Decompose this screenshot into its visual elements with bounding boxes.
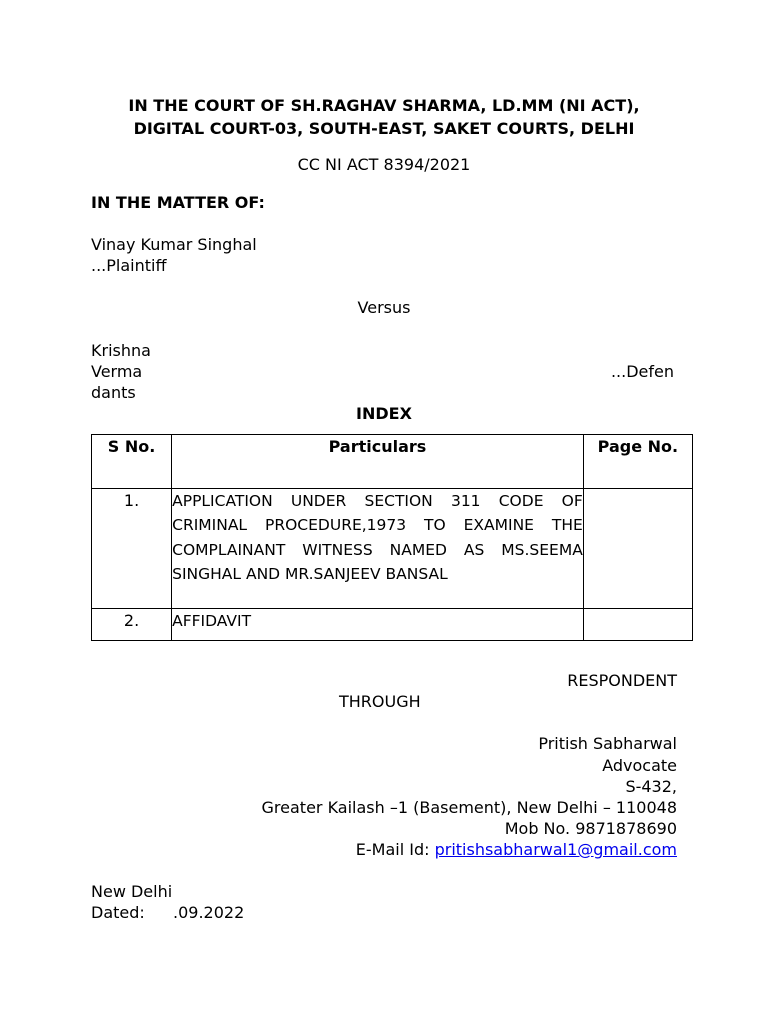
defendant-name-line-1: Krishna: [91, 341, 151, 360]
dated-label: Dated:: [91, 903, 145, 922]
place: New Delhi: [91, 882, 173, 901]
advocate-email-line: [356, 839, 677, 860]
dated-value: .09.2022: [173, 903, 245, 922]
advocate-mobile: Mob No. 9871878690: [504, 819, 677, 838]
advocate-office: S-432,: [625, 777, 677, 796]
table-row: [92, 609, 693, 641]
column-header-sno: S No.: [92, 435, 172, 489]
defendant-name-line-2: Verma: [91, 362, 143, 381]
index-header-row: [92, 435, 693, 489]
row-particulars: APPLICATION UNDER SECTION 311 CODE OF CRIMINAL PROCEDURE,1973 TO EXAMINE THE COMPLAINANT WITNESS NAMED AS MS.SEEMA SINGHAL AND MR.SANJEEV BANSAL: [172, 489, 584, 609]
index-heading: INDEX: [356, 404, 412, 423]
row-particulars: AFFIDAVIT: [172, 609, 584, 641]
column-header-particulars: Particulars: [172, 435, 584, 489]
matter-heading: IN THE MATTER OF:: [91, 193, 265, 212]
case-number: CC NI ACT 8394/2021: [297, 155, 471, 174]
email-link[interactable]: pritishsabharwal1@gmail.com: [434, 840, 677, 859]
advocate-name: Pritish Sabharwal: [538, 734, 677, 753]
versus-label: Versus: [357, 298, 411, 317]
email-label: E-Mail Id:: [355, 840, 435, 859]
index-table: [91, 434, 693, 641]
court-heading-line-2: DIGITAL COURT-03, SOUTH-EAST, SAKET COURTS, DELHI: [133, 119, 635, 138]
row-sno: 2.: [92, 609, 172, 641]
defendant-role-part-2: dants: [91, 383, 136, 402]
respondent-label: RESPONDENT: [567, 671, 677, 690]
advocate-title: Advocate: [602, 756, 677, 775]
row-page: [583, 489, 692, 609]
row-sno: 1.: [92, 489, 172, 609]
plaintiff-role: ...Plaintiff: [91, 256, 167, 275]
table-row: [92, 489, 693, 609]
plaintiff-name: Vinay Kumar Singhal: [91, 235, 257, 254]
defendant-role-part-1: ...Defen: [610, 362, 674, 381]
advocate-address: Greater Kailash –1 (Basement), New Delhi – 110048: [261, 798, 677, 817]
column-header-page: Page No.: [583, 435, 692, 489]
row-page: [583, 609, 692, 641]
through-label: THROUGH: [339, 692, 421, 711]
court-heading-line-1: IN THE COURT OF SH.RAGHAV SHARMA, LD.MM (NI ACT),: [128, 96, 640, 115]
